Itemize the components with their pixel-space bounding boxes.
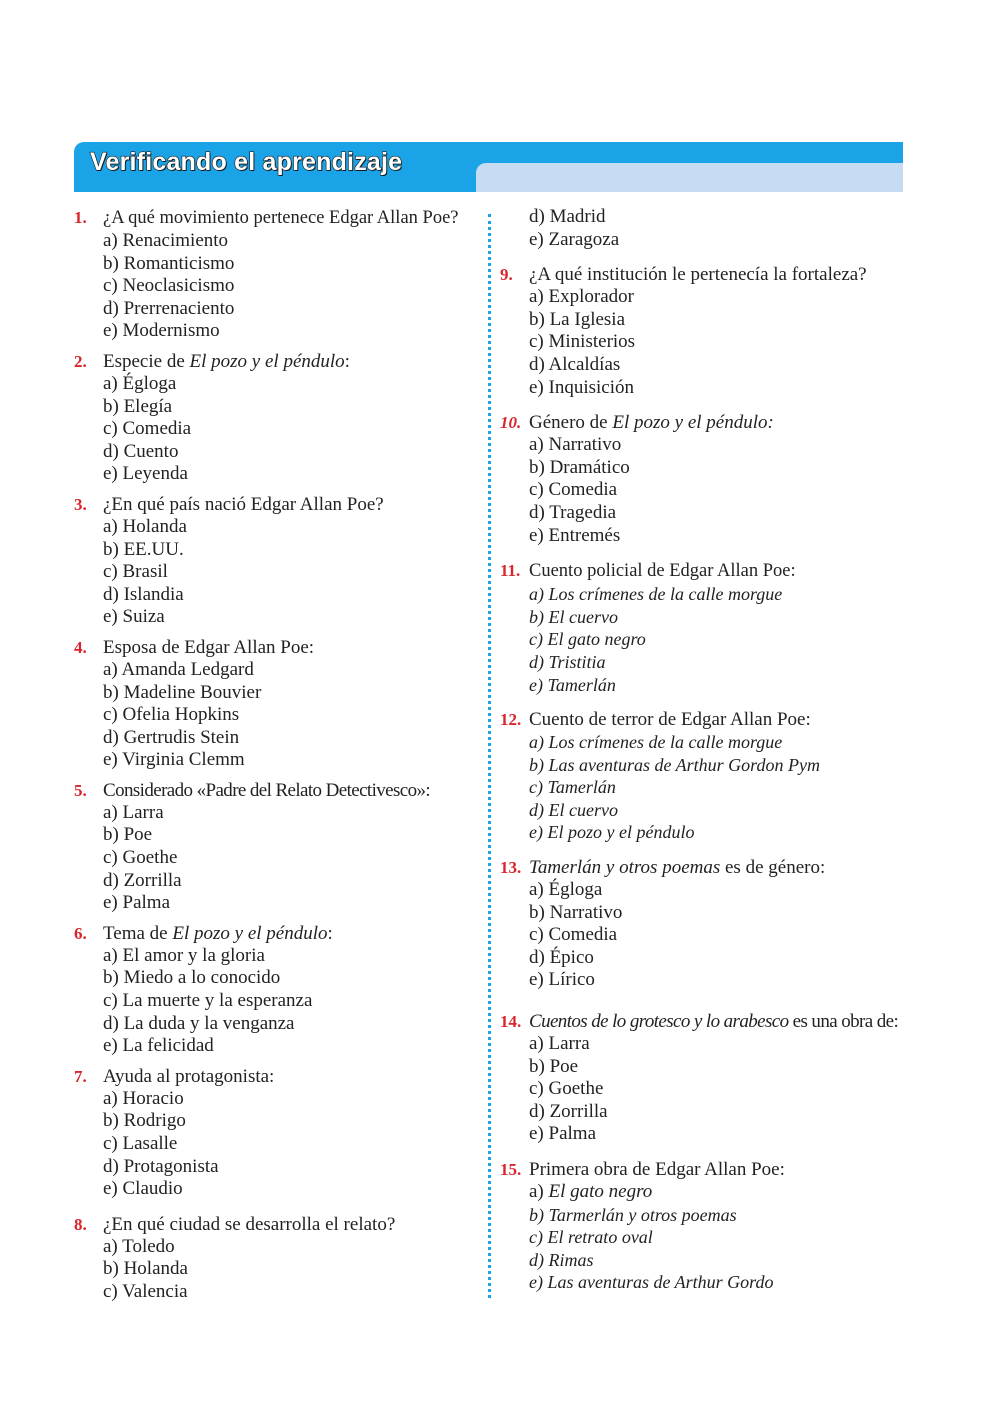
- option-d[interactable]: d) Rimas: [529, 1249, 594, 1270]
- question-number: 14.: [500, 1012, 522, 1032]
- question-number: 12.: [500, 710, 522, 730]
- option-c[interactable]: c) Comedia: [529, 479, 618, 501]
- option-e[interactable]: e) Suiza: [103, 606, 165, 628]
- option-b[interactable]: b) Poe: [529, 1055, 579, 1077]
- option-b[interactable]: b) Dramático: [529, 456, 630, 478]
- option-b[interactable]: b) Miedo a lo conocido: [103, 967, 281, 989]
- question-number: 15.: [500, 1160, 522, 1179]
- question-number: 8.: [74, 1214, 87, 1234]
- question-14: [500, 1010, 930, 1146]
- option-list: [74, 802, 474, 915]
- option-list: [500, 731, 930, 844]
- option-e[interactable]: e) Zaragoza: [529, 228, 620, 250]
- option-d[interactable]: d) Cuento: [103, 440, 179, 462]
- question-number: 10.: [500, 413, 522, 433]
- option-e[interactable]: e) El pozo y el péndulo: [529, 822, 695, 843]
- option-b[interactable]: b) EE.UU.: [103, 538, 184, 560]
- option-a[interactable]: a) Égloga: [529, 879, 603, 901]
- option-b[interactable]: b) Elegía: [103, 395, 173, 417]
- option-a[interactable]: a) Larra: [103, 801, 164, 823]
- question-number: 2.: [74, 351, 87, 371]
- option-list: [74, 373, 474, 486]
- option-b[interactable]: b) Holanda: [103, 1258, 188, 1280]
- question-number: 13.: [500, 858, 522, 878]
- option-list: [500, 1033, 930, 1146]
- left-column: [74, 206, 474, 1311]
- option-c[interactable]: c) Ministerios: [529, 331, 636, 353]
- question-text: ¿En qué país nació Edgar Allan Poe?: [103, 493, 384, 515]
- option-list: [500, 206, 930, 251]
- option-b[interactable]: b) Rodrigo: [103, 1110, 186, 1132]
- question-text: Considerado «Padre del Relato Detectivesco»:: [103, 779, 431, 801]
- option-b[interactable]: b) Tarmerlán y otros poemas: [529, 1204, 737, 1225]
- header-accent-bar: [476, 163, 903, 192]
- option-e[interactable]: e) Palma: [529, 1123, 597, 1145]
- question-number: 6.: [74, 923, 87, 943]
- question-text: Primera obra de Edgar Allan Poe:: [529, 1159, 785, 1180]
- option-d[interactable]: d) Épico: [529, 946, 594, 968]
- option-d[interactable]: d) Madrid: [529, 206, 606, 227]
- question-5: [74, 779, 474, 915]
- option-d[interactable]: d) Zorrilla: [529, 1100, 608, 1122]
- question-number: 4.: [74, 637, 87, 657]
- option-d[interactable]: d) Gertrudis Stein: [103, 726, 240, 748]
- option-b[interactable]: b) Poe: [103, 824, 153, 846]
- option-c[interactable]: c) Goethe: [529, 1078, 604, 1100]
- option-b[interactable]: b) Las aventuras de Arthur Gordon Pym: [529, 754, 820, 775]
- option-e[interactable]: e) Virginia Clemm: [103, 749, 245, 771]
- question-13: [500, 856, 930, 992]
- question-text: Esposa de Edgar Allan Poe:: [103, 636, 315, 658]
- option-d[interactable]: d) Tragedia: [529, 501, 617, 523]
- question-9: [500, 263, 930, 399]
- option-b[interactable]: b) Narrativo: [529, 901, 623, 923]
- section-header: [74, 142, 903, 192]
- option-c[interactable]: c) Ofelia Hopkins: [103, 704, 240, 726]
- option-b[interactable]: b) El cuervo: [529, 606, 618, 627]
- option-b[interactable]: b) Madeline Bouvier: [103, 681, 262, 703]
- option-a[interactable]: a) Horacio: [103, 1087, 184, 1109]
- option-d[interactable]: d) Islandia: [103, 583, 184, 605]
- question-text: Especie de El pozo y el péndulo:: [103, 350, 350, 372]
- question-2: [74, 350, 474, 486]
- question-text: Cuento policial de Edgar Allan Poe:: [529, 561, 796, 582]
- option-a[interactable]: a) Explorador: [529, 286, 634, 308]
- question-number: 11.: [500, 561, 521, 581]
- question-4: [74, 636, 474, 772]
- option-c[interactable]: c) Valencia: [103, 1280, 188, 1302]
- option-c[interactable]: c) El gato negro: [529, 629, 646, 650]
- option-c[interactable]: c) Comedia: [103, 418, 192, 440]
- question-text: Cuento de terror de Edgar Allan Poe:: [529, 709, 811, 731]
- option-list: [74, 659, 474, 772]
- question-7: [74, 1065, 474, 1201]
- option-c[interactable]: c) Tamerlán: [529, 777, 616, 798]
- option-d[interactable]: d) Protagonista: [103, 1155, 219, 1177]
- right-column: [500, 206, 930, 1301]
- option-d[interactable]: d) El cuervo: [529, 799, 618, 820]
- option-e[interactable]: e) Tamerlán: [529, 674, 616, 695]
- question-number: 1.: [74, 208, 87, 227]
- question-text: ¿A qué movimiento pertenece Edgar Allan Poe?: [103, 208, 459, 228]
- option-a[interactable]: a) Toledo: [103, 1235, 175, 1257]
- option-c[interactable]: c) Brasil: [103, 561, 168, 583]
- question-number: 7.: [74, 1066, 87, 1086]
- option-c[interactable]: c) Lasalle: [103, 1133, 178, 1154]
- option-a[interactable]: a) Larra: [529, 1033, 590, 1055]
- option-list: [500, 434, 930, 547]
- question-6: [74, 922, 474, 1058]
- question-12: [500, 708, 930, 844]
- question-text: Cuentos de lo grotesco y lo arabesco es una obra de:: [529, 1011, 899, 1033]
- option-list: [500, 1181, 930, 1294]
- question-text: Género de El pozo y el péndulo:: [529, 412, 774, 434]
- option-list: [74, 1236, 474, 1304]
- option-e[interactable]: e) Lírico: [529, 969, 595, 991]
- option-list: [500, 879, 930, 992]
- question-10: [500, 411, 930, 547]
- option-a[interactable]: a) Holanda: [103, 515, 187, 537]
- option-a[interactable]: a) Amanda Ledgard: [103, 658, 254, 680]
- option-a[interactable]: a) Renacimiento: [103, 230, 229, 251]
- option-list: [500, 286, 930, 399]
- option-d[interactable]: d) Prerrenaciento: [103, 297, 235, 319]
- option-d[interactable]: d) Zorrilla: [103, 869, 182, 891]
- option-e[interactable]: e) Palma: [103, 892, 171, 914]
- option-list: [74, 1088, 474, 1201]
- question-text: ¿En qué ciudad se desarrolla el relato?: [103, 1213, 396, 1235]
- option-d[interactable]: d) Tristitia: [529, 651, 606, 672]
- option-list: [74, 945, 474, 1058]
- option-d[interactable]: d) Alcaldías: [529, 353, 621, 375]
- option-e[interactable]: e) Leyenda: [103, 463, 188, 485]
- option-c[interactable]: c) El retrato oval: [529, 1227, 653, 1248]
- option-e[interactable]: e) Claudio: [103, 1178, 183, 1200]
- question-8-continued: [500, 206, 930, 251]
- option-e[interactable]: e) Modernismo: [103, 320, 220, 342]
- question-8: [74, 1213, 474, 1304]
- option-c[interactable]: c) Goethe: [103, 847, 178, 869]
- question-text: ¿A qué institución le pertenecía la fortaleza?: [529, 264, 867, 286]
- option-list: [74, 516, 474, 629]
- section-title: Verificando el aprendizaje: [90, 148, 403, 176]
- option-a[interactable]: a) Narrativo: [529, 434, 622, 456]
- option-a[interactable]: a) El amor y la gloria: [103, 944, 265, 966]
- option-c[interactable]: c) Comedia: [529, 924, 618, 946]
- option-b[interactable]: b) La Iglesia: [529, 308, 626, 330]
- question-text: Tema de El pozo y el péndulo:: [103, 922, 333, 944]
- question-1: [74, 206, 474, 343]
- option-d[interactable]: d) La duda y la venganza: [103, 1012, 295, 1034]
- option-list: [74, 230, 474, 343]
- option-b[interactable]: b) Romanticismo: [103, 252, 235, 274]
- option-a[interactable]: a) Los crímenes de la calle morgue: [529, 584, 783, 605]
- question-number: 3.: [74, 494, 87, 514]
- question-text: Ayuda al protagonista:: [103, 1065, 275, 1087]
- option-a[interactable]: a) Los crímenes de la calle morgue: [529, 732, 783, 753]
- option-a[interactable]: a) El gato negro: [529, 1181, 653, 1202]
- option-e[interactable]: e) Entremés: [529, 524, 621, 546]
- option-e[interactable]: e) Las aventuras de Arthur Gordo: [529, 1272, 774, 1293]
- option-c[interactable]: c) La muerte y la esperanza: [103, 990, 313, 1012]
- option-c[interactable]: c) Neoclasicismo: [103, 275, 235, 297]
- option-e[interactable]: e) Inquisición: [529, 376, 635, 398]
- option-a[interactable]: a) Égloga: [103, 372, 177, 394]
- column-divider: [488, 214, 491, 1298]
- question-text: Tamerlán y otros poemas es de género:: [529, 857, 826, 879]
- question-15: [500, 1158, 930, 1294]
- question-number: 5.: [74, 780, 87, 800]
- question-11: [500, 559, 930, 696]
- option-list: [500, 583, 930, 696]
- option-e[interactable]: e) La felicidad: [103, 1035, 214, 1057]
- question-number: 9.: [500, 265, 513, 285]
- question-3: [74, 493, 474, 629]
